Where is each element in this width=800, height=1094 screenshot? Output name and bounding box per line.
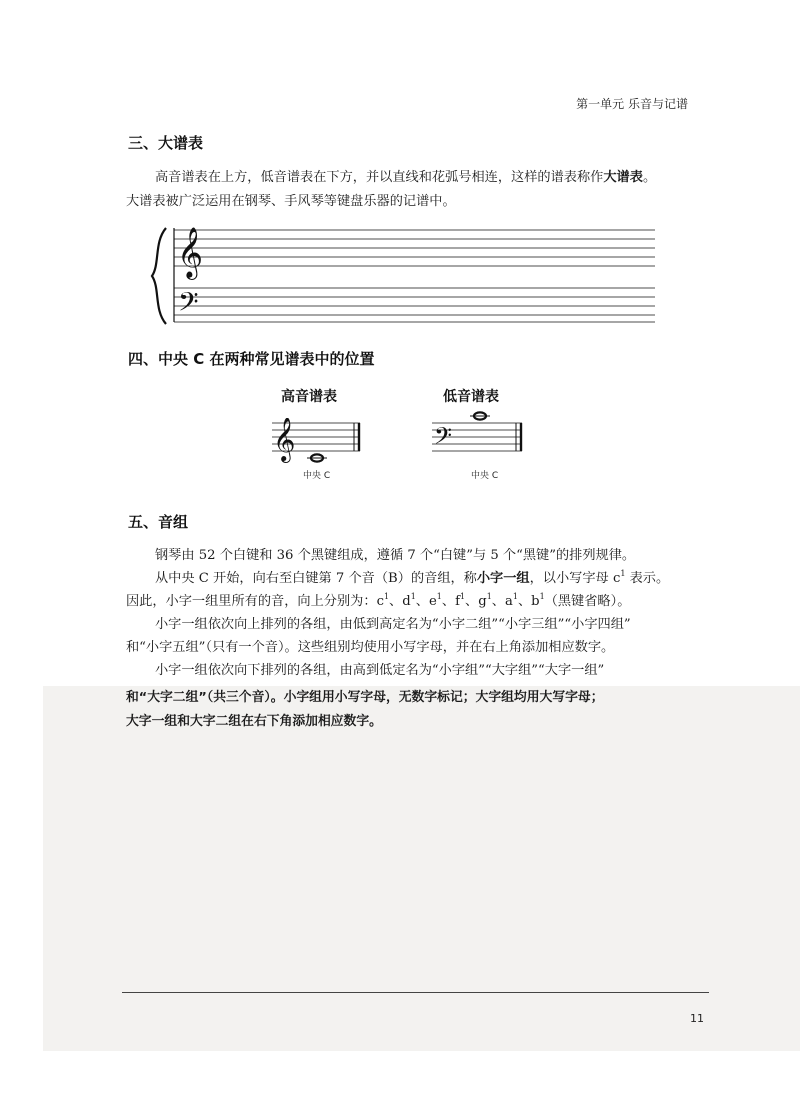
bass-middle-c-label: 中央 C — [471, 471, 499, 481]
grand-staff — [150, 222, 660, 330]
footer-rule — [122, 992, 709, 993]
note-d: $d^1$ — [402, 592, 416, 609]
note-b: $b^1$ — [531, 592, 545, 609]
page-number: 11 — [690, 1012, 704, 1025]
treble-caption: 高音谱表 — [281, 389, 337, 405]
section-5-paragraph-8: 大字一组和大字二组在右下角添加相应数字。 — [126, 714, 382, 729]
note-g: $g^1$ — [478, 592, 492, 609]
section-5-paragraph-7: 和“大字二组”（共三个音）。小字组用小写字母，无数字标记；大字组均用大写字母； — [126, 690, 604, 705]
treble-middle-c-label: 中央 C — [303, 471, 331, 481]
page-header: 第一单元 乐音与记谱 — [576, 97, 688, 111]
brace — [152, 228, 166, 324]
section-5-paragraph-5: 和“小字五组”（只有一个音）。这些组别均使用小写字母，并在右上角添加相应数字。 — [126, 640, 615, 655]
section-5-paragraph-4: 小字一组依次向上排列的各组，由低到高定名为“小字二组”“小字三组”“小字四组” — [155, 617, 631, 632]
bass-staff — [174, 288, 655, 322]
note-e: $e^1$ — [428, 592, 442, 609]
section-4-heading: 四、中央 C 在两种常见谱表中的位置 — [128, 350, 375, 368]
section-5-paragraph-6: 小字一组依次向下排列的各组，由高到低定名为“小字组”“大字组”“大字一组” — [155, 663, 605, 678]
treble-staff — [174, 230, 655, 266]
note-c: $c^1$ — [376, 592, 390, 609]
section-5-paragraph-3: 因此，小字一组里所有的音，向上分别为：$c^1$、$d^1$、$e^1$、$f^1$、$g^1$、$a^1$、$b^1$（黑键省略）。 — [126, 592, 631, 609]
section-3-paragraph-2: 大谱表被广泛运用在钢琴、手风琴等键盘乐器的记谱中。 — [126, 194, 456, 209]
treble-clef-icon: 𝄞 — [273, 418, 296, 461]
bass-middle-c-staff — [430, 410, 530, 470]
bass-clef-icon: 𝄢 — [434, 422, 453, 455]
treble-middle-c-staff — [270, 418, 370, 470]
section-3-heading: 三、大谱表 — [128, 134, 204, 152]
section-3-paragraph-1: 高音谱表在上方，低音谱表在下方，并以直线和花弧号相连，这样的谱表称作大谱表。 — [155, 170, 657, 185]
section-5-paragraph-1: 钢琴由 52 个白键和 36 个黑键组成，遵循 7 个“白键”与 5 个“黑键”的排列规律。 — [155, 548, 636, 563]
section-5-paragraph-2: 从中央 C 开始，向右至白键第 7 个音（B）的音组，称小字一组，以小写字母 $c^1$ 表示。 — [155, 569, 670, 586]
section-5-heading: 五、音组 — [128, 513, 189, 531]
bass-caption: 低音谱表 — [443, 389, 499, 405]
note-f: $f^1$ — [455, 592, 466, 609]
note-list: $c^1$、$d^1$、$e^1$、$f^1$、$g^1$、$a^1$、$b^1$ — [376, 592, 545, 609]
note-a: $a^1$ — [504, 592, 518, 609]
shaded-panel — [43, 686, 800, 1051]
bass-clef-icon: 𝄢 — [178, 286, 199, 324]
treble-clef-icon: 𝄞 — [177, 227, 204, 278]
